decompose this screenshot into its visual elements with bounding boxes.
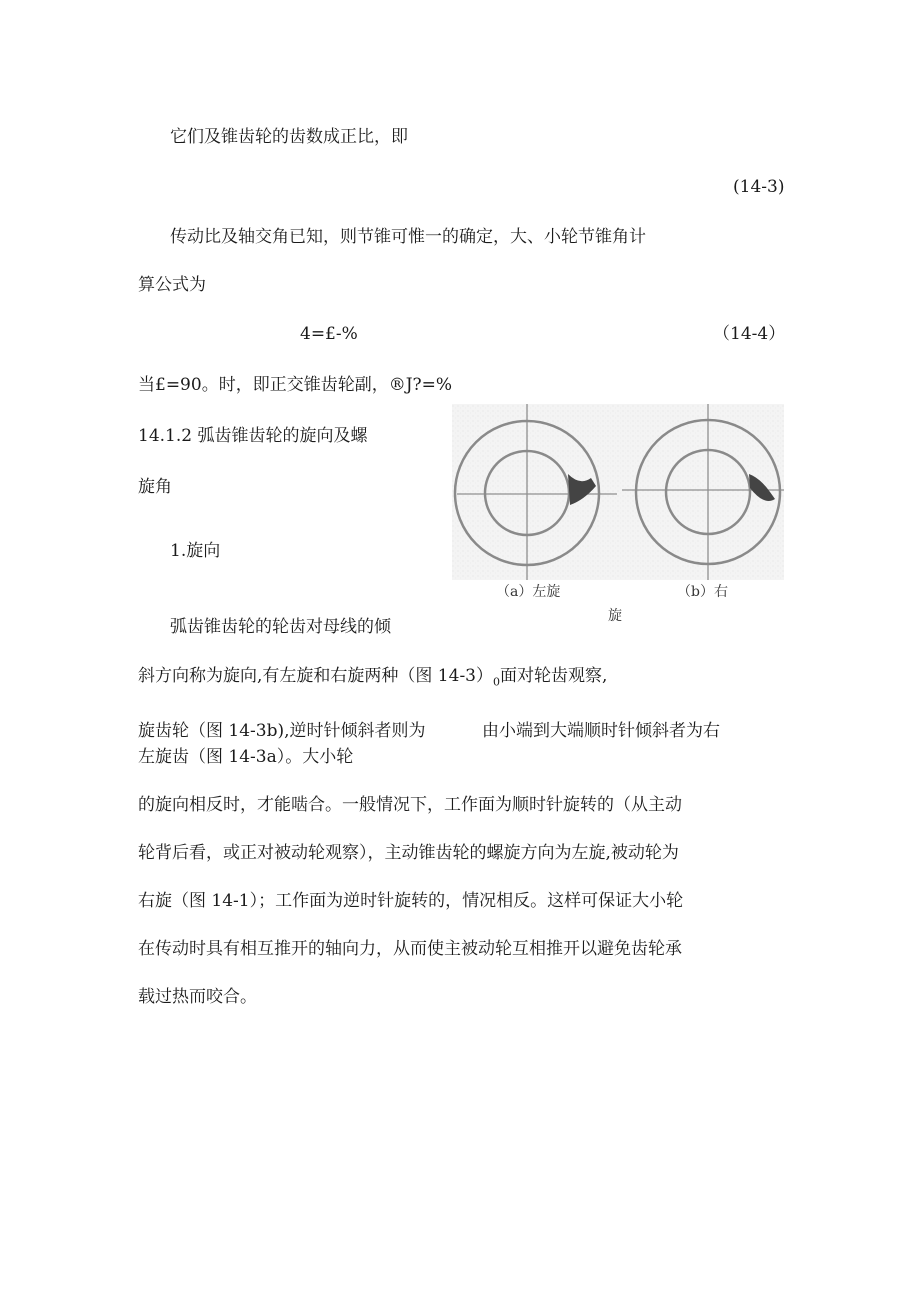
paragraph-mesh-line5: 载过热而咬合。 bbox=[138, 987, 257, 1007]
figure-caption-b-continued: 旋 bbox=[608, 608, 622, 624]
equation-14-4: 4=£-% bbox=[300, 324, 358, 344]
section-title-line2: 旋角 bbox=[138, 477, 172, 497]
gear-rotation-diagram bbox=[452, 404, 784, 580]
paragraph-mesh-line3: 右旋（图 14-1）；工作面为逆时针旋转的，情况相反。这样可保证大小轮 bbox=[138, 891, 684, 911]
section-title-line1: 14.1.2 弧齿锥齿轮的旋向及螺 bbox=[138, 426, 368, 446]
paragraph-transmission-line2: 算公式为 bbox=[138, 275, 206, 295]
rotation-line2-subscript: 0 bbox=[493, 675, 500, 689]
paragraph-mesh-line2: 轮背后看，或正对被动轮观察），主动锥齿轮的螺旋方向为左旋,被动轮为 bbox=[138, 843, 679, 863]
paragraph-mesh-line4: 在传动时具有相互推开的轴向力，从而使主被动轮互相推开以避免齿轮承 bbox=[138, 939, 682, 959]
paragraph-proportional: 它们及锥齿轮的齿数成正比，即 bbox=[170, 127, 408, 147]
paragraph-rotation-line3b: 由小端到大端顺时针倾斜者为右 bbox=[482, 721, 720, 741]
paragraph-rotation-line3a: 旋齿轮（图 14-3b),逆时针倾斜者则为 bbox=[138, 721, 426, 741]
paragraph-mesh-line1: 的旋向相反时，才能啮合。一般情况下，工作面为顺时针旋转的（从主动 bbox=[138, 795, 682, 815]
paragraph-rotation-line1: 弧齿锥齿轮的轮齿对母线的倾 bbox=[170, 617, 391, 637]
paragraph-transmission-line1: 传动比及轴交角已知，则节锥可惟一的确定，大、小轮节锥角计 bbox=[170, 227, 646, 247]
figure-caption-a: （a）左旋 bbox=[496, 584, 561, 600]
paragraph-orthogonal: 当£=90。时，即正交锥齿轮副，®J?=% bbox=[138, 375, 453, 395]
rotation-line2-text-a: 斜方向称为旋向,有左旋和右旋两种（图 14-3） bbox=[138, 666, 493, 686]
paragraph-rotation-line2 bbox=[138, 666, 607, 692]
subsection-title: 1.旋向 bbox=[170, 541, 221, 561]
paragraph-rotation-line4: 左旋齿（图 14-3a）。大小轮 bbox=[138, 747, 354, 767]
rotation-line2-text-b: 面对轮齿观察, bbox=[500, 666, 608, 686]
figure-14-3 bbox=[452, 404, 784, 580]
figure-background bbox=[452, 404, 784, 580]
equation-number-14-3: (14-3) bbox=[733, 177, 785, 197]
figure-caption-b: （b）右 bbox=[677, 584, 728, 600]
equation-number-14-4: （14-4） bbox=[713, 324, 786, 344]
